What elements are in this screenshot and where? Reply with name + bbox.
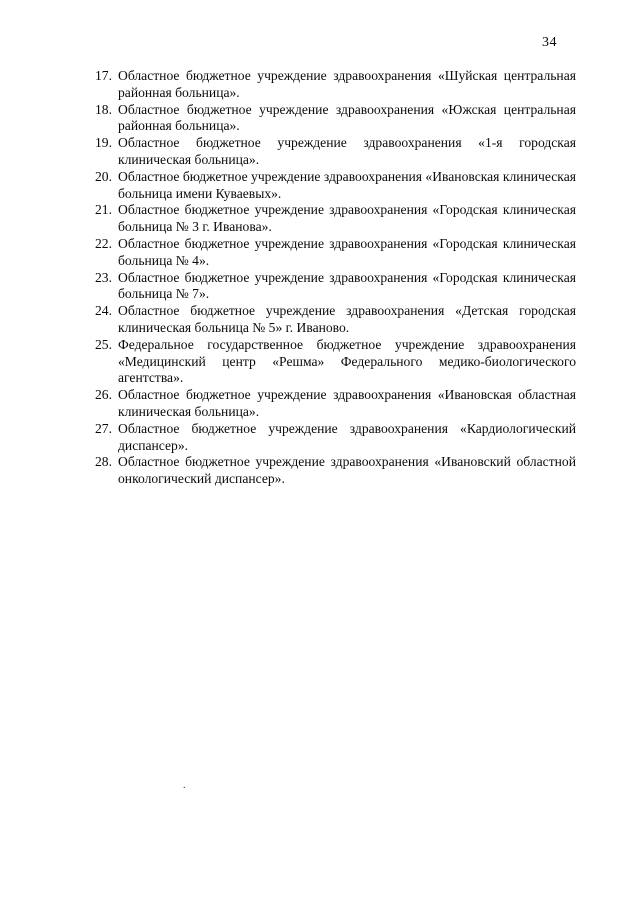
- list-item-text: Областное бюджетное учреждение здравоохранения «Ивановская клиническая больница имени Куваевых».: [118, 168, 576, 201]
- list-item-number: 18.: [95, 101, 112, 117]
- list-item-text: Областное бюджетное учреждение здравоохранения «Южская центральная районная больница».: [118, 101, 576, 134]
- page-number: 34: [542, 35, 557, 50]
- list-item-text: Областное бюджетное учреждение здравоохранения «1-я городская клиническая больница».: [118, 135, 576, 167]
- list-item: [95, 102, 576, 136]
- stray-dot-mark: .: [183, 780, 186, 791]
- list-item: [95, 135, 576, 169]
- list-item-number: 19.: [95, 135, 112, 151]
- numbered-list: [95, 68, 576, 488]
- list-item-text: Областное бюджетное учреждение здравоохранения «Городская клиническая больница № 4».: [118, 235, 576, 268]
- list-item: [95, 236, 576, 270]
- list-item-number: 21.: [95, 202, 112, 218]
- list-item-number: 20.: [95, 168, 112, 184]
- list-item-number: 24.: [95, 303, 112, 319]
- list-item-number: 25.: [95, 336, 112, 352]
- list-item-number: 26.: [95, 387, 112, 403]
- list-item-text: Областное бюджетное учреждение здравоохранения «Кардиологический диспансер».: [118, 420, 576, 453]
- list-item: [95, 387, 576, 421]
- list-item-number: 27.: [95, 420, 112, 436]
- list-item-number: 22.: [95, 235, 112, 251]
- list-item: [95, 270, 576, 304]
- list-item-number: 28.: [95, 454, 112, 470]
- list-item-text: Областное бюджетное учреждение здравоохранения «Детская городская клиническая больница № 5» г. Иваново.: [118, 303, 576, 335]
- list-item: [95, 169, 576, 203]
- list-item-number: 17.: [95, 68, 112, 83]
- list-item-number: 23.: [95, 269, 112, 285]
- list-item-text: Областное бюджетное учреждение здравоохранения «Ивановский областной онкологический диспансер».: [118, 454, 576, 487]
- list-item: [95, 202, 576, 236]
- list-item: [95, 68, 576, 102]
- list-item-text: Областное бюджетное учреждение здравоохранения «Городская клиническая больница № 7».: [118, 269, 576, 302]
- list-item: [95, 454, 576, 488]
- list-item: [95, 421, 576, 455]
- list-item: [95, 337, 576, 387]
- list-item-text: Областное бюджетное учреждение здравоохранения «Городская клиническая больница № 3 г. Иванова».: [118, 202, 576, 235]
- list-item: [95, 303, 576, 337]
- list-item-text: Областное бюджетное учреждение здравоохранения «Ивановская областная клиническая больница».: [118, 387, 576, 419]
- list-item-text: Федеральное государственное бюджетное учреждение здравоохранения «Медицинский центр «Решма» Федерального медико-биологического агентства».: [118, 336, 576, 386]
- list-item-text: Областное бюджетное учреждение здравоохранения «Шуйская центральная районная больница».: [118, 68, 576, 100]
